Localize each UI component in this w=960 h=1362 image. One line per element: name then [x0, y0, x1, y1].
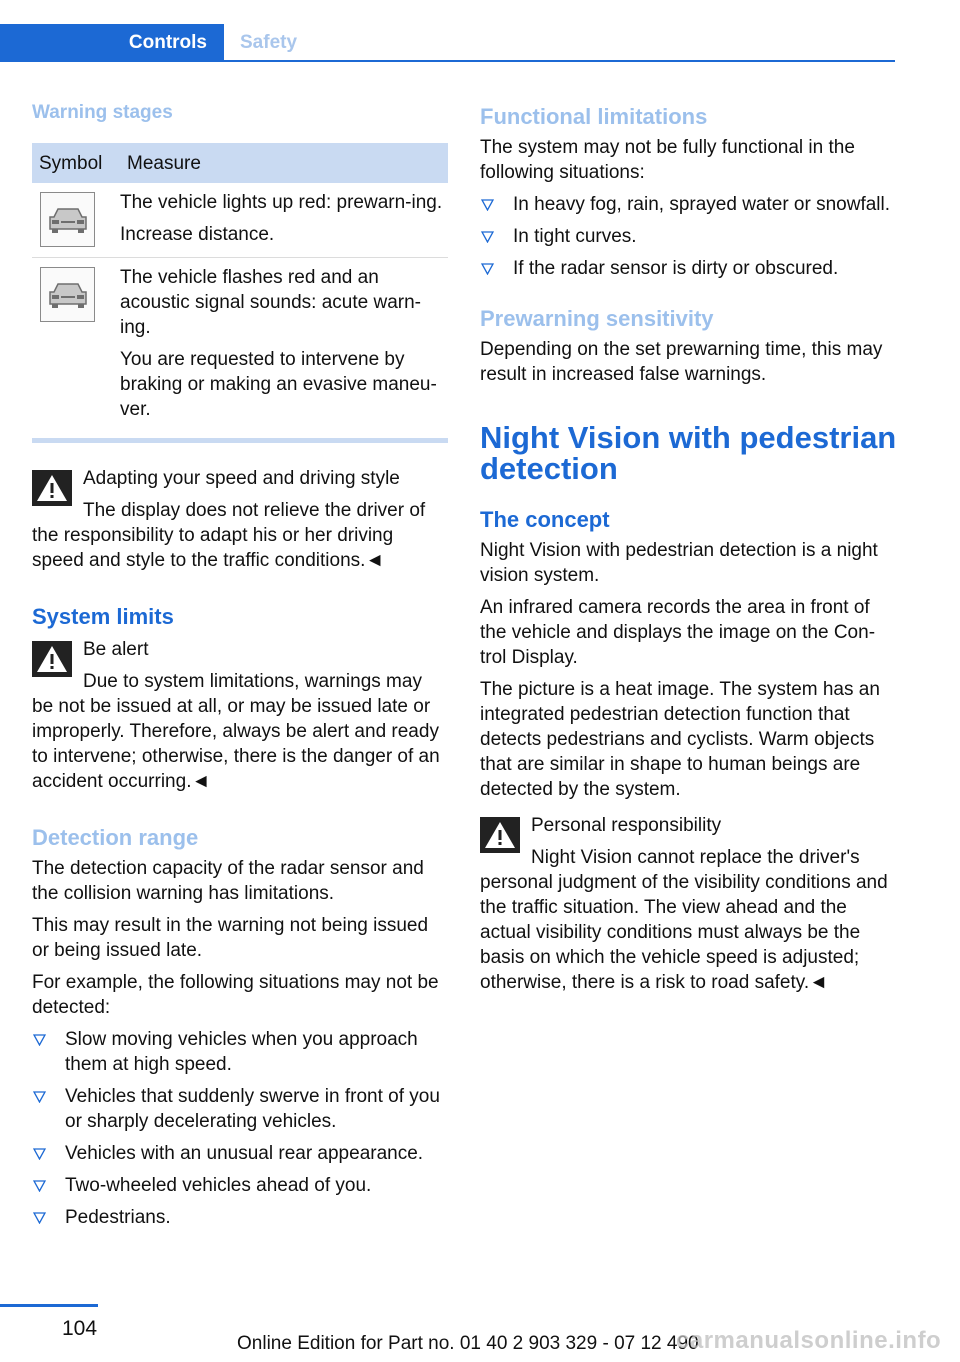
- warning-triangle-icon: [480, 817, 520, 853]
- list-item: [32, 1084, 448, 1134]
- list-item-text: Pedestrians.: [65, 1207, 171, 1228]
- functional-limitations-list: [480, 192, 898, 281]
- paragraph: This may result in the warning not being issued or being issued late.: [32, 915, 429, 961]
- list-item: [32, 1173, 448, 1198]
- triangle-bullet-icon: [33, 1034, 46, 1046]
- night-vision-heading: Night Vision with pedestrian detection: [480, 420, 897, 486]
- list-item: [32, 1027, 448, 1077]
- warning-note-speed: [32, 466, 448, 573]
- triangle-bullet-icon: [33, 1180, 46, 1192]
- paragraph: The detection capacity of the radar sensor and the collision warning has limitations.: [32, 858, 424, 904]
- warning-note-responsibility: [480, 813, 898, 995]
- list-item: [480, 192, 898, 217]
- list-item-text: Two-wheeled vehicles ahead of you.: [65, 1175, 372, 1196]
- paragraph: Night Vision with pedestrian detection is a night vision system.: [480, 540, 878, 586]
- warning-stages-table: [32, 143, 448, 432]
- paragraph: For example, the following situations may not be detected:: [32, 972, 439, 1018]
- warning-triangle-icon: [32, 641, 72, 677]
- warning-stages-heading: Warning stages: [32, 102, 173, 123]
- top-navigation-bar: [0, 24, 895, 62]
- footer-rule: [0, 1304, 98, 1307]
- warning-body: Due to system limitations, warnings may be not be issued at all, or may be issued late or improperly. Therefore, always be alert and ready to intervene; otherwise, there is the danger of an accident occurring.◄: [32, 671, 440, 792]
- detection-range-heading: Detection range: [32, 825, 199, 850]
- list-item: [480, 224, 898, 249]
- triangle-bullet-icon: [481, 231, 494, 243]
- measure-line: The vehicle flashes red and an acoustic signal sounds: acute warn-ing.: [120, 267, 421, 338]
- paragraph: The system may not be fully functional in the following situations:: [480, 137, 855, 183]
- right-column: [480, 100, 898, 995]
- watermark: carmanualsonline.info: [676, 1327, 942, 1354]
- vehicle-acute-warning-icon: [40, 267, 95, 322]
- table-header-row: [32, 143, 448, 183]
- list-item-text: If the radar sensor is dirty or obscured.: [513, 258, 839, 279]
- edition-footer: Online Edition for Part no. 01 40 2 903 329 - 07 12 490: [237, 1333, 699, 1354]
- warning-title: Be alert: [83, 639, 149, 660]
- measure-cell: [120, 258, 448, 433]
- list-item-text: Vehicles that suddenly swerve in front of you or sharply decelerating vehicles.: [65, 1086, 440, 1132]
- triangle-bullet-icon: [481, 263, 494, 275]
- left-column: [32, 100, 448, 1230]
- list-item: [480, 256, 898, 281]
- paragraph: Depending on the set prewarning time, this may result in increased false warnings.: [480, 339, 883, 385]
- list-item-text: In tight curves.: [513, 226, 637, 247]
- concept-heading: The concept: [480, 507, 610, 532]
- warning-title: Adapting your speed and driving style: [83, 468, 400, 489]
- list-item: [32, 1205, 448, 1230]
- measure-cell: [120, 183, 448, 258]
- triangle-bullet-icon: [33, 1212, 46, 1224]
- triangle-bullet-icon: [33, 1148, 46, 1160]
- warning-triangle-icon: [32, 470, 72, 506]
- list-item: [32, 1141, 448, 1166]
- prewarning-sensitivity-heading: Prewarning sensitivity: [480, 306, 714, 331]
- measure-line: Increase distance.: [120, 224, 275, 245]
- table-header-measure: Measure: [120, 143, 448, 183]
- paragraph: The picture is a heat image. The system has an integrated pedestrian detection function that detects pedestrians and cyclists. Warm objects that are similar in shape to human beings are detected by the system.: [480, 679, 880, 800]
- warning-title: Personal responsibility: [531, 815, 722, 836]
- triangle-bullet-icon: [33, 1091, 46, 1103]
- warning-body: Night Vision cannot replace the driver's personal judgment of the visibility conditions and the traffic situation. The view ahead and the actual visibility conditions must always be the basis on which the vehicle speed is adjusted; otherwise, there is a risk to road safety.◄: [480, 847, 888, 993]
- system-limits-heading: System limits: [32, 604, 174, 629]
- tab-controls[interactable]: Controls: [0, 24, 224, 62]
- list-item-text: Vehicles with an unusual rear appearance.: [65, 1143, 424, 1164]
- paragraph: An infrared camera records the area in front of the vehicle and displays the image on the Con-trol Display.: [480, 597, 876, 668]
- page-number: 104: [62, 1317, 98, 1340]
- table-row: [32, 183, 448, 258]
- list-item-text: In heavy fog, rain, sprayed water or snowfall.: [513, 194, 891, 215]
- tab-safety[interactable]: Safety: [240, 32, 298, 53]
- symbol-cell: [32, 258, 120, 433]
- list-item-text: Slow moving vehicles when you approach them at high speed.: [65, 1029, 418, 1075]
- functional-limitations-heading: Functional limitations: [480, 104, 708, 129]
- table-header-symbol: Symbol: [32, 143, 120, 183]
- triangle-bullet-icon: [481, 199, 494, 211]
- warning-body: The display does not relieve the driver of the responsibility to adapt his or her driving speed and style to the traffic conditions.◄: [32, 500, 426, 571]
- measure-line: The vehicle lights up red: prewarn-ing.: [120, 192, 443, 213]
- table-row: [32, 258, 448, 433]
- warning-note-alert: [32, 637, 448, 794]
- measure-line: You are requested to intervene by braking or making an evasive maneu-ver.: [120, 349, 437, 420]
- vehicle-prewarning-icon: [40, 192, 95, 247]
- table-end-rule: [32, 438, 448, 443]
- symbol-cell: [32, 183, 120, 258]
- detection-limitations-list: [32, 1027, 448, 1230]
